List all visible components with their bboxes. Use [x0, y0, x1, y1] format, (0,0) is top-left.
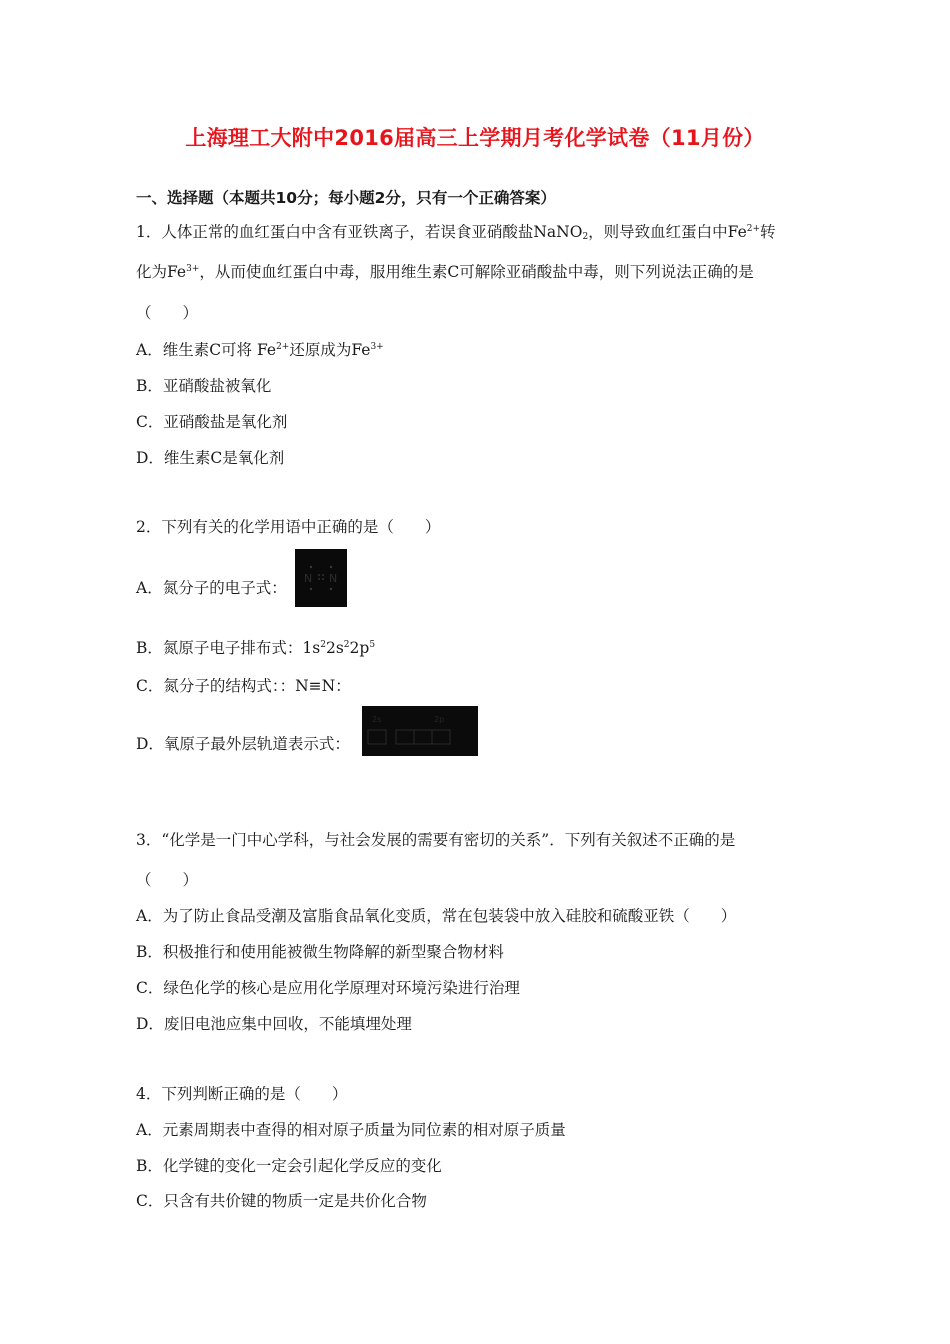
q3-option-a: A．为了防止食品受潮及富脂食品氧化变质，常在包装袋中放入硅胶和硫酸亚铁（ ） [136, 907, 737, 925]
q3-option-d: D．废旧电池应集中回收，不能填埋处理 [136, 1015, 412, 1033]
q2-option-a: A．氮分子的电子式： [136, 579, 287, 597]
svg-text:2p: 2p [434, 715, 445, 724]
page-title: 上海理工大附中2016届高三上学期月考化学试卷（11月份） [185, 126, 765, 150]
svg-text:N: N [304, 572, 313, 585]
section-heading: 一、选择题（本题共10分；每小题2分，只有一个正确答案） [136, 189, 556, 207]
q2-option-b: B．氮原子电子排布式：$1s^22s^22p^5$ [136, 639, 376, 657]
oxygen-orbital-diagram-image [362, 706, 478, 756]
svg-text:2s: 2s [372, 715, 382, 724]
q4-option-c: C．只含有共价键的物质一定是共价化合物 [136, 1192, 427, 1210]
q4-stem: 4．下列判断正确的是（ ） [136, 1085, 348, 1103]
q2-option-d: D．氧原子最外层轨道表示式： [136, 735, 350, 753]
q3-stem: 3．“化学是一门中心学科，与社会发展的需要有密切的关系”．下列有关叙述不正确的是 [136, 831, 736, 849]
q1-paren: （ ） [136, 304, 199, 322]
svg-text:N: N [329, 572, 338, 585]
q1-option-a: A．维生素C可将 $Fe^{2+}$还原成为$Fe^{3+}$ [136, 341, 384, 359]
q1-stem-line2: 化为$Fe^{3+}$，从而使血红蛋白中毒，服用维生素C可解除亚硝酸盐中毒，则下列说法正确的是 [136, 263, 754, 281]
q4-option-a: A．元素周期表中查得的相对原子质量为同位素的相对原子质量 [136, 1121, 566, 1139]
q1-option-d: D．维生素C是氧化剂 [136, 449, 285, 467]
q1-stem-line1: 1．人体正常的血红蛋白中含有亚铁离子，若误食亚硝酸盐NaNO$_2$，则导致血红蛋白中$Fe^{2+}$转 [136, 223, 776, 242]
q3-option-b: B．积极推行和使用能被微生物降解的新型聚合物材料 [136, 943, 504, 961]
q1-option-b: B．亚硝酸盐被氧化 [136, 377, 272, 395]
q2-stem: 2．下列有关的化学用语中正确的是（ ） [136, 518, 441, 536]
q1-option-c: C．亚硝酸盐是氧化剂 [136, 413, 288, 431]
n2-electron-formula-image [295, 549, 347, 607]
q2-option-c: C．氮分子的结构式：：N≡N： [136, 677, 351, 695]
q3-paren: （ ） [136, 871, 199, 889]
q4-option-b: B．化学键的变化一定会引起化学反应的变化 [136, 1157, 442, 1175]
q3-option-c: C．绿色化学的核心是应用化学原理对环境污染进行治理 [136, 979, 520, 997]
